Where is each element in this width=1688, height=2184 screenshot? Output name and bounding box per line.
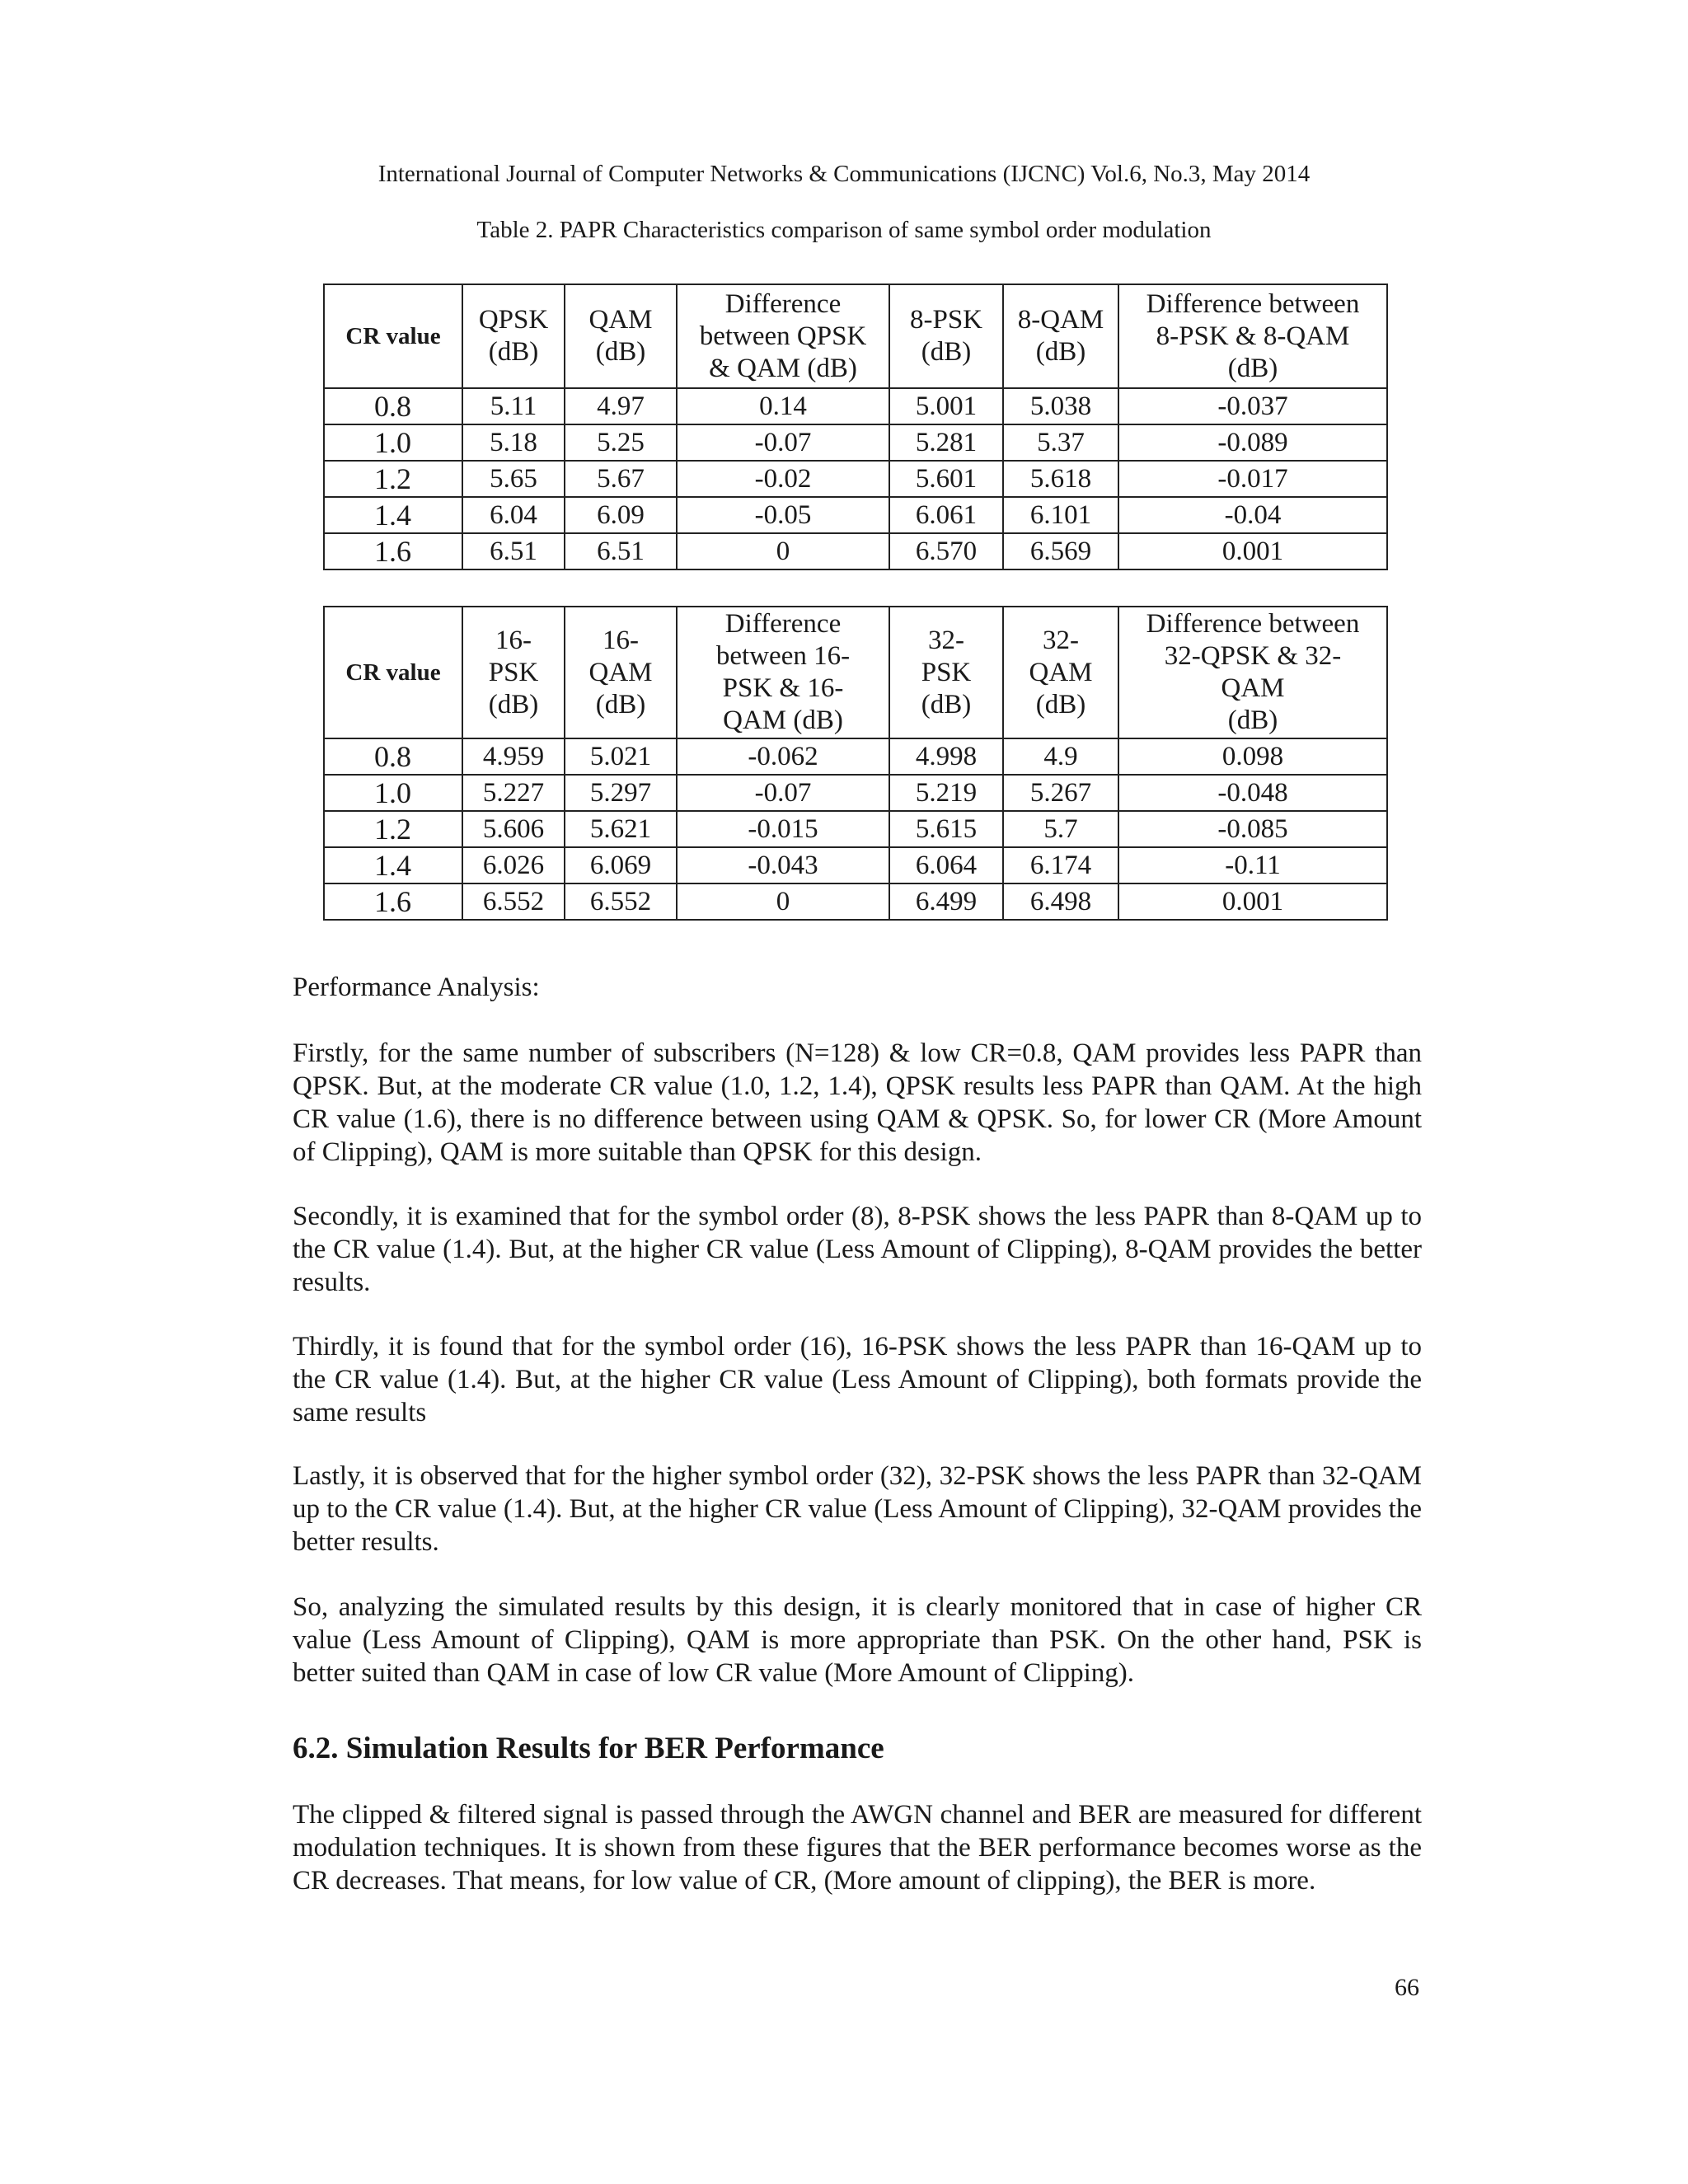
- section-heading: 6.2. Simulation Results for BER Performance: [293, 1732, 884, 1765]
- table-cell: 5.606: [462, 811, 565, 847]
- table-cell: 5.18: [462, 424, 565, 461]
- table-cell: 5.67: [565, 461, 677, 497]
- cr-value-cell: 1.4: [324, 847, 462, 883]
- cr-value-cell: 0.8: [324, 388, 462, 424]
- table-cell: 6.499: [889, 883, 1003, 920]
- page-number: 66: [1395, 1974, 1419, 2001]
- table-cell: -0.05: [677, 497, 889, 533]
- table-cell: 5.021: [565, 738, 677, 775]
- table-row: [324, 775, 1387, 811]
- header-cell: CR value: [324, 607, 462, 738]
- paragraph-conclusion: So, analyzing the simulated results by this design, it is clearly monitored that in case of higher CR value (Less Amount of Clipping), QAM is more appropriate than PSK. On the other hand, PSK is better suited than QAM in case of low CR value (More Amount of Clipping).: [293, 1592, 1422, 1688]
- cr-value-cell: 1.0: [324, 424, 462, 461]
- table-cell: 5.618: [1003, 461, 1118, 497]
- header-cell: 8-QAM (dB): [1003, 284, 1118, 388]
- header-cell: QPSK (dB): [462, 284, 565, 388]
- header-cell: Difference between QPSK & QAM (dB): [677, 284, 889, 388]
- cr-value-cell: 0.8: [324, 738, 462, 775]
- header-cell: 32- QAM (dB): [1003, 607, 1118, 738]
- table-cell: 6.498: [1003, 883, 1118, 920]
- cr-value-cell: 1.2: [324, 461, 462, 497]
- table-cell: 5.219: [889, 775, 1003, 811]
- cr-value-cell: 1.0: [324, 775, 462, 811]
- table-cell: 5.621: [565, 811, 677, 847]
- table-cell: -0.089: [1118, 424, 1387, 461]
- table-cell: 6.069: [565, 847, 677, 883]
- table-cell: 0.14: [677, 388, 889, 424]
- table-cell: 6.174: [1003, 847, 1118, 883]
- table-cell: 5.297: [565, 775, 677, 811]
- table-row: [324, 461, 1387, 497]
- header-cell: 8-PSK (dB): [889, 284, 1003, 388]
- header-cell: CR value: [324, 284, 462, 388]
- table-cell: 0: [677, 533, 889, 569]
- table-cell: -0.048: [1118, 775, 1387, 811]
- paragraph-ber: The clipped & filtered signal is passed through the AWGN channel and BER are measured for different modulation techniques. It is shown from these figures that the BER performance becomes worse as the CR decreases. That means, for low value of CR, (More amount of clipping), the BER is more.: [293, 1800, 1422, 1896]
- table-cell: 6.026: [462, 847, 565, 883]
- table-cell: 6.51: [462, 533, 565, 569]
- cr-value-cell: 1.6: [324, 533, 462, 569]
- header-cell: Difference between 32-QPSK & 32- QAM (dB): [1118, 607, 1387, 738]
- table-cell: -0.02: [677, 461, 889, 497]
- table-cell: 6.064: [889, 847, 1003, 883]
- table-row: [324, 847, 1387, 883]
- table-cell: 5.281: [889, 424, 1003, 461]
- table-cell: -0.043: [677, 847, 889, 883]
- table-cell: 6.552: [462, 883, 565, 920]
- table-cell: 0.001: [1118, 533, 1387, 569]
- paragraph-firstly: Firstly, for the same number of subscribers (N=128) & low CR=0.8, QAM provides less PAPR than QPSK. But, at the moderate CR value (1.0, 1.2, 1.4), QPSK results less PAPR than QAM. At the high CR value (1.6), there is no difference between using QAM & QPSK. So, for lower CR (More Amount of Clipping), QAM is more suitable than QPSK for this design.: [293, 1038, 1422, 1167]
- journal-header: International Journal of Computer Networks & Communications (IJCNC) Vol.6, No.3, May 2014: [377, 161, 1311, 187]
- table-row: [324, 497, 1387, 533]
- table-cell: 4.9: [1003, 738, 1118, 775]
- header-cell: QAM (dB): [565, 284, 677, 388]
- table-cell: 6.570: [889, 533, 1003, 569]
- table-cell: 6.04: [462, 497, 565, 533]
- papr-table-qpsk-8psk: [323, 284, 1388, 570]
- table-cell: 5.25: [565, 424, 677, 461]
- table-row: [324, 883, 1387, 920]
- table-cell: -0.085: [1118, 811, 1387, 847]
- cr-value-cell: 1.2: [324, 811, 462, 847]
- table-cell: 0: [677, 883, 889, 920]
- table-cell: 0.001: [1118, 883, 1387, 920]
- table-cell: -0.07: [677, 775, 889, 811]
- table-cell: 5.001: [889, 388, 1003, 424]
- paragraph-thirdly: Thirdly, it is found that for the symbol order (16), 16-PSK shows the less PAPR than 16-QAM up to the CR value (1.4). But, at the higher CR value (Less Amount of Clipping), both formats provide the same results: [293, 1332, 1422, 1427]
- table-cell: 0.098: [1118, 738, 1387, 775]
- table-cell: -0.11: [1118, 847, 1387, 883]
- header-cell: 16- PSK (dB): [462, 607, 565, 738]
- table-cell: -0.062: [677, 738, 889, 775]
- table-cell: -0.04: [1118, 497, 1387, 533]
- paragraph-lastly: Lastly, it is observed that for the higher symbol order (32), 32-PSK shows the less PAPR than 32-QAM up to the CR value (1.4). But, at the higher CR value (Less Amount of Clipping), 32-QAM provides the better results.: [293, 1461, 1422, 1557]
- cr-value-cell: 1.6: [324, 883, 462, 920]
- table-cell: 6.51: [565, 533, 677, 569]
- table-cell: 6.101: [1003, 497, 1118, 533]
- table-cell: 5.11: [462, 388, 565, 424]
- header-cell: Difference between 8-PSK & 8-QAM (dB): [1118, 284, 1387, 388]
- table-cell: 5.65: [462, 461, 565, 497]
- table-cell: 5.038: [1003, 388, 1118, 424]
- table-cell: 5.227: [462, 775, 565, 811]
- paragraph-secondly: Secondly, it is examined that for the symbol order (8), 8-PSK shows the less PAPR than 8-QAM up to the CR value (1.4). But, at the higher CR value (Less Amount of Clipping), 8-QAM provides the better results.: [293, 1202, 1422, 1297]
- table-header-row: [324, 607, 1387, 738]
- table-header-row: [324, 284, 1387, 388]
- header-cell: Difference between 16- PSK & 16- QAM (dB): [677, 607, 889, 738]
- table-cell: 5.601: [889, 461, 1003, 497]
- performance-analysis-title: Performance Analysis:: [293, 972, 540, 1002]
- papr-table-16psk-32psk: [323, 606, 1388, 921]
- table-cell: 6.552: [565, 883, 677, 920]
- table-cell: 5.7: [1003, 811, 1118, 847]
- header-cell: 16- QAM (dB): [565, 607, 677, 738]
- cr-value-cell: 1.4: [324, 497, 462, 533]
- table-cell: 4.97: [565, 388, 677, 424]
- table-caption: Table 2. PAPR Characteristics comparison of same symbol order modulation: [476, 217, 1212, 243]
- table-row: [324, 424, 1387, 461]
- table-cell: -0.017: [1118, 461, 1387, 497]
- table-row: [324, 388, 1387, 424]
- table-cell: 4.959: [462, 738, 565, 775]
- table-cell: 5.615: [889, 811, 1003, 847]
- table-cell: 4.998: [889, 738, 1003, 775]
- header-cell: 32- PSK (dB): [889, 607, 1003, 738]
- table-cell: 5.37: [1003, 424, 1118, 461]
- table-cell: 6.09: [565, 497, 677, 533]
- table-cell: -0.015: [677, 811, 889, 847]
- table-cell: -0.07: [677, 424, 889, 461]
- table-cell: -0.037: [1118, 388, 1387, 424]
- table-row: [324, 738, 1387, 775]
- table-cell: 6.569: [1003, 533, 1118, 569]
- table-cell: 6.061: [889, 497, 1003, 533]
- table-cell: 5.267: [1003, 775, 1118, 811]
- table-row: [324, 811, 1387, 847]
- table-row: [324, 533, 1387, 569]
